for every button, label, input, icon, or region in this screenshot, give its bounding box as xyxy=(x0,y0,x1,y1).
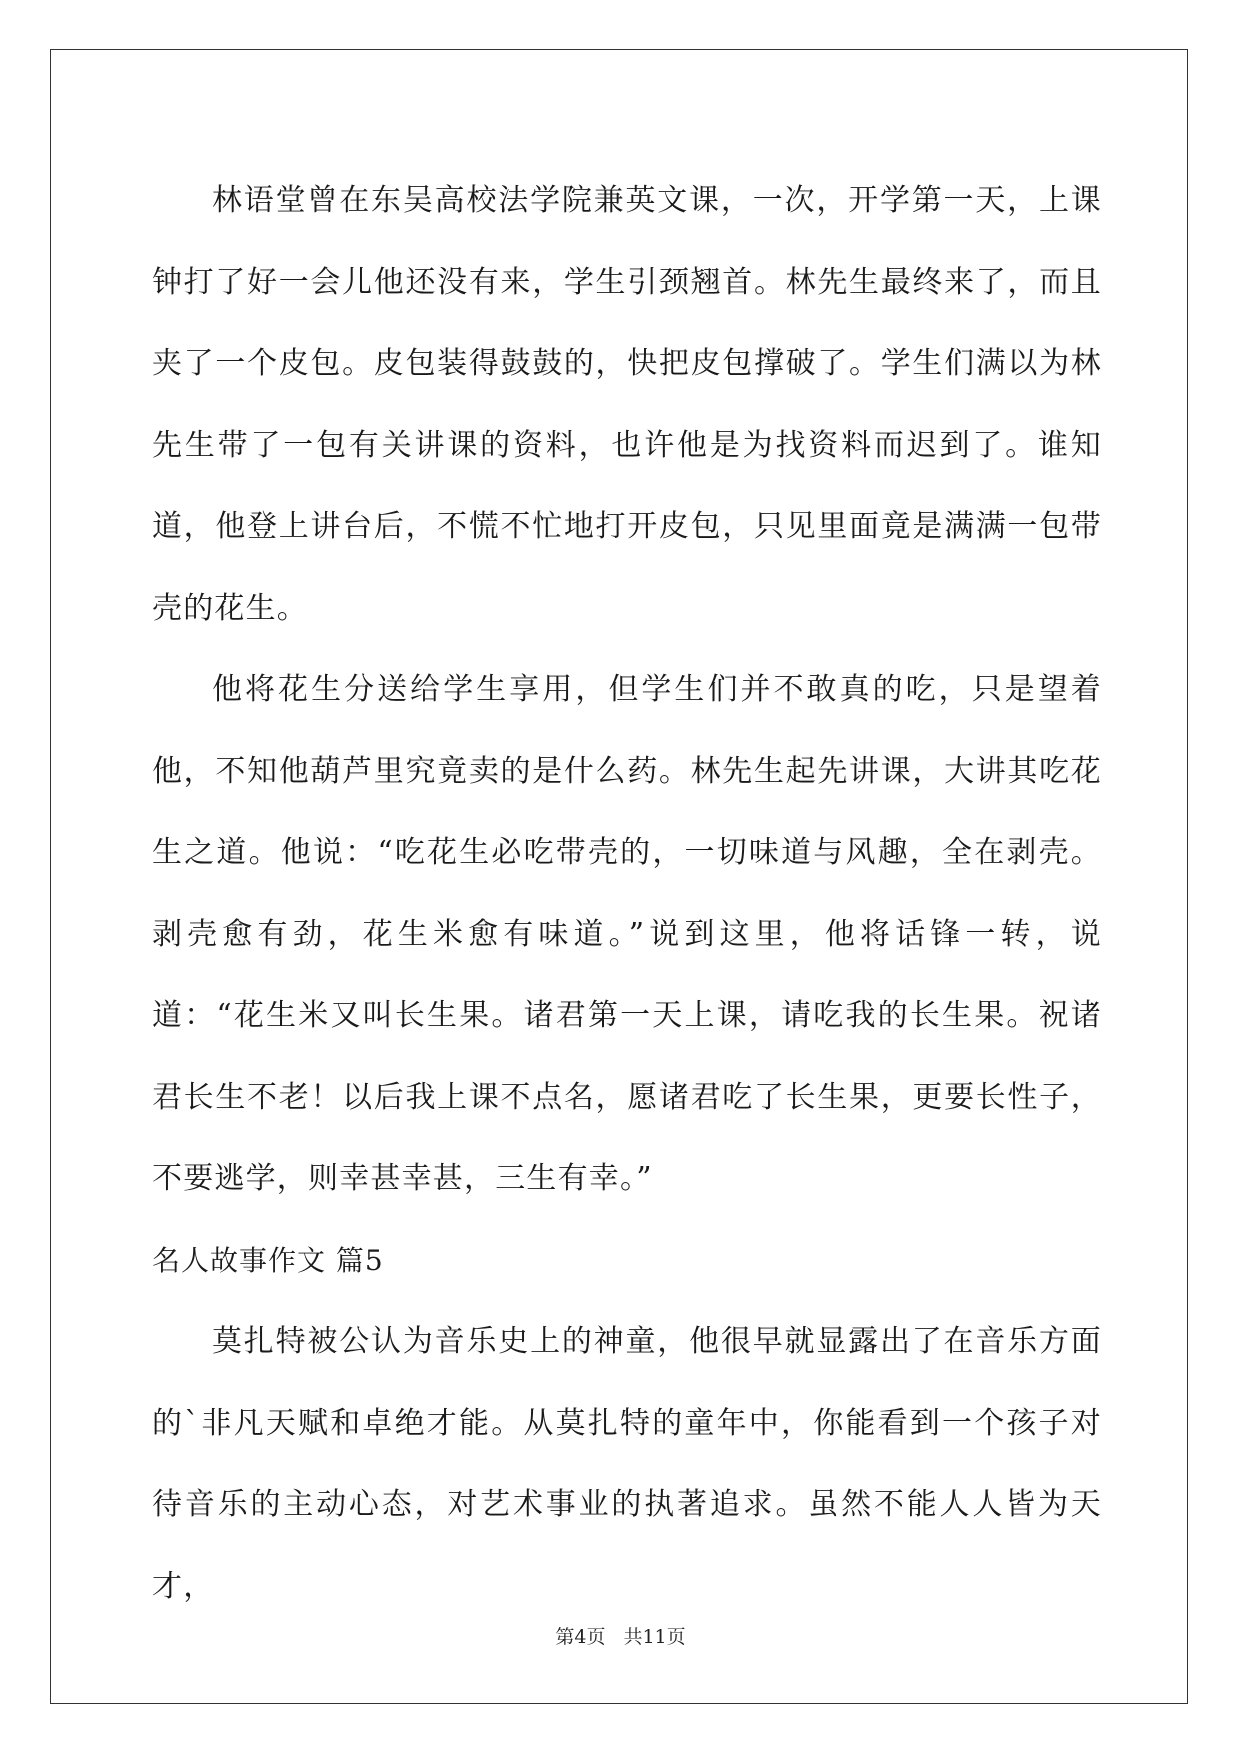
page-total: 共11页 xyxy=(623,1626,686,1648)
paragraph-lin-yutang-2: 他将花生分送给学生享用，但学生们并不敢真的吃，只是望着他，不知他葫芦里究竟卖的是什么药。林先生起先讲课，大讲其吃花生之道。他说：“吃花生必吃带壳的，一切味道与风趣，全在剥壳。剥壳愈有劲，花生米愈有味道。”说到这里，他将话锋一转，说道：“花生米又叫长生果。诸君第一天上课，请吃我的长生果。祝诸君长生不老！以后我上课不点名，愿诸君吃了长生果，更要长性子，不要逃学，则幸甚幸甚，三生有幸。” xyxy=(152,672,1102,1196)
paragraph-lin-yutang-1: 林语堂曾在东吴高校法学院兼英文课，一次，开学第一天，上课钟打了好一会儿他还没有来，学生引颈翘首。林先生最终来了，而且夹了一个皮包。皮包装得鼓鼓的，快把皮包撑破了。学生们满以为林先生带了一包有关讲课的资料，也许他是为找资料而迟到了。谁知道，他登上讲台后，不慌不忙地打开皮包，只见里面竟是满满一包带壳的花生。 xyxy=(152,183,1102,626)
section-heading: 名人故事作文 篇5 xyxy=(152,1243,384,1277)
document-body xyxy=(152,160,1102,1627)
page-number: 第4页 xyxy=(555,1626,606,1648)
paragraph-mozart-1: 莫扎特被公认为音乐史上的神童，他很早就显露出了在音乐方面的`非凡天赋和卓绝才能。从莫扎特的童年中，你能看到一个孩子对待音乐的主动心态，对艺术事业的执著追求。虽然不能人人皆为天才， xyxy=(152,1324,1102,1604)
page-footer xyxy=(0,1622,1241,1649)
